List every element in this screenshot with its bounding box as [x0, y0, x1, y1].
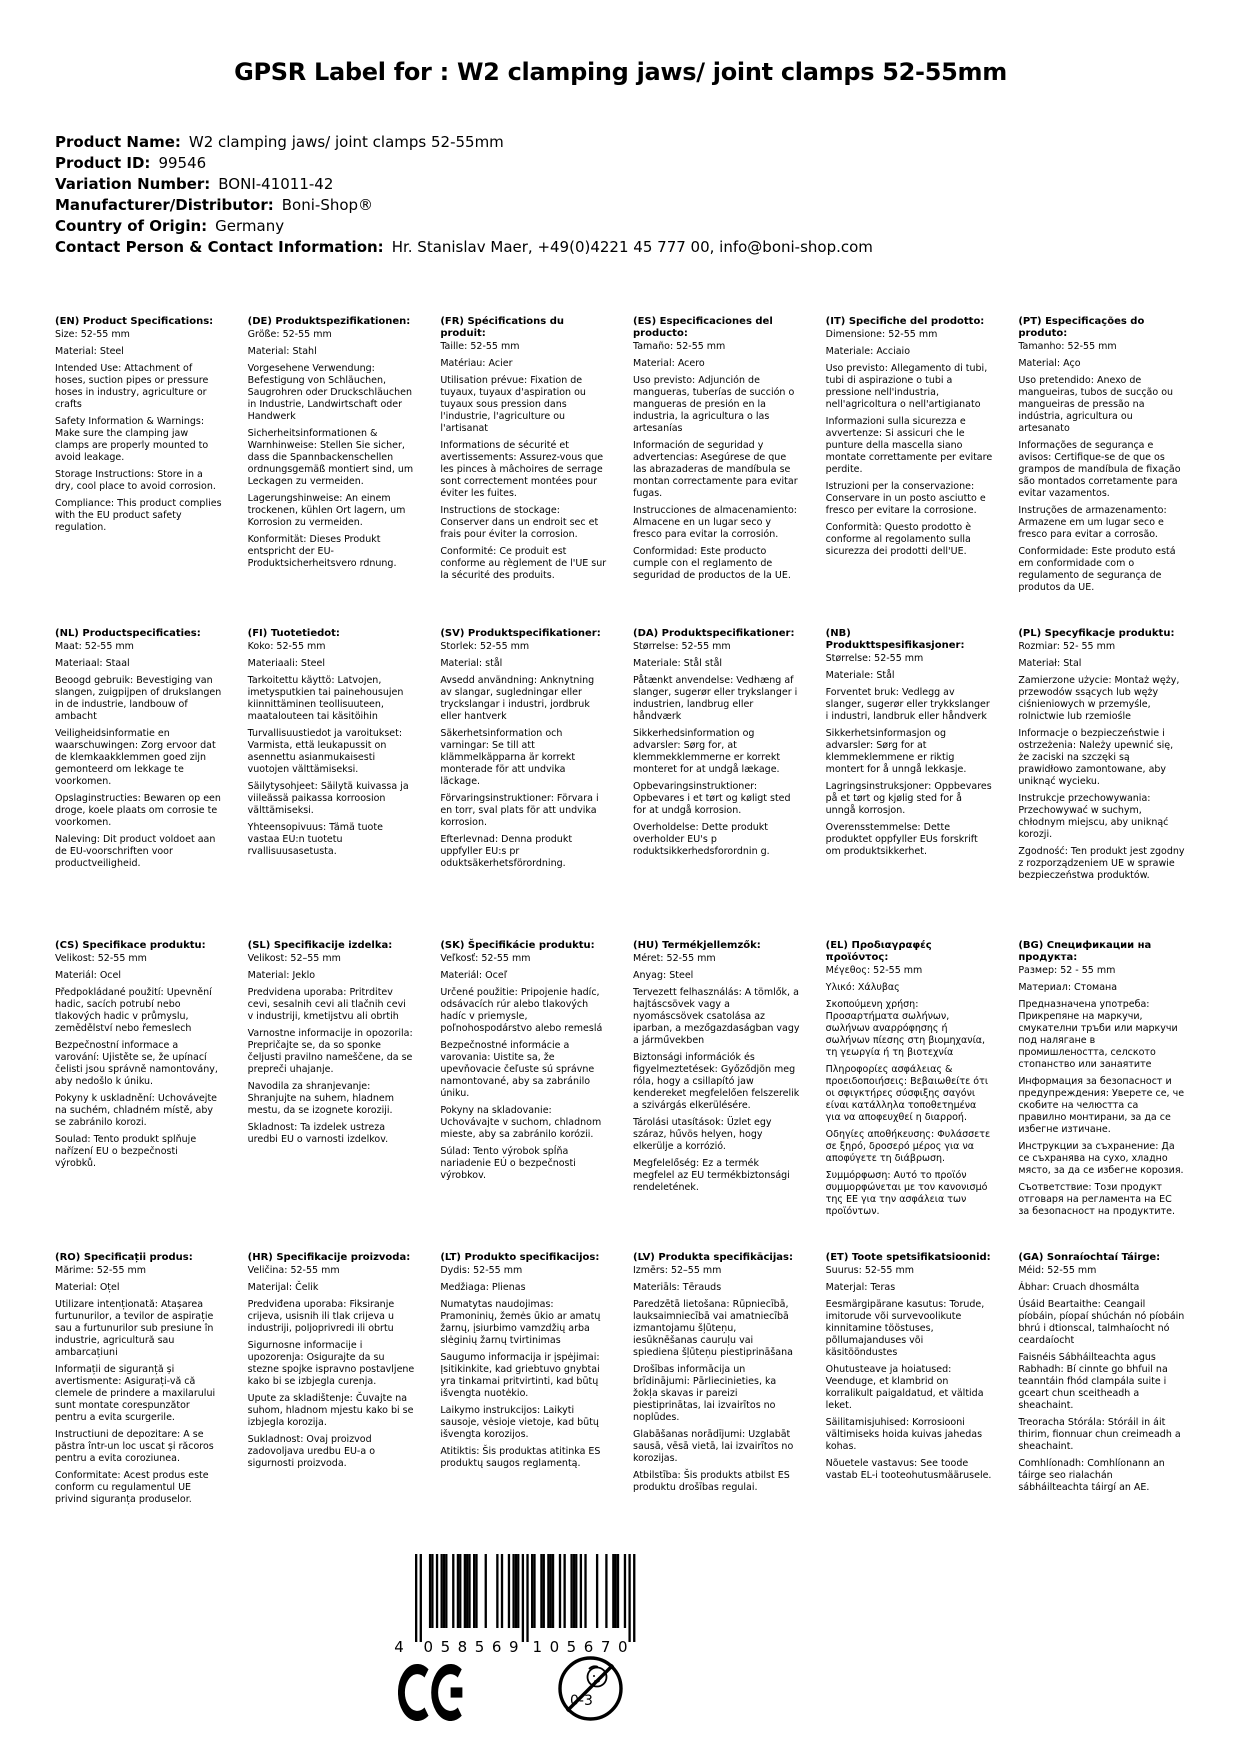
spec-line: Materiale: Acciaio [825, 346, 911, 357]
spec-line: Atitiktis: Šis produktas atitinka ES produktų saugos reglamentą. [440, 1446, 601, 1469]
spec-line: Koko: 52-55 mm [247, 641, 326, 652]
spec-line: Συμμόρφωση: Αυτό το προϊόν συμμορφώνεται με τον κανονισμό της ΕΕ για την ασφάλεια των προϊόντων. [825, 1170, 988, 1217]
spec-line: Compliance: This product complies with the EU product safety regulation. [55, 498, 222, 533]
spec-line: Suurus: 52-55 mm [825, 1265, 914, 1276]
spec-block-title: (SL) Specifikacije izdelka: [247, 940, 393, 951]
spec-block-title: (LT) Produkto specifikacijos: [440, 1252, 600, 1263]
spec-block-en [55, 316, 222, 628]
spec-block-es [633, 316, 800, 628]
spec-line: Úsáid Beartaithe: Ceangail píobáin, píopaí shúchán nó píobáin bhrú i dtionscal, talmhaíocht nó ceardaíocht [1018, 1299, 1185, 1346]
spec-block-title: (EN) Product Specifications: [55, 316, 214, 327]
spec-line: Påtænkt anvendelse: Vedhæng af slanger, sugerør eller trykslanger i industrien, landbrug eller håndværk [633, 675, 798, 722]
spec-line: Soulad: Tento produkt splňuje nařízení EU o bezpečnosti výrobků. [55, 1134, 197, 1169]
spec-block-title: (GA) Sonraíochtaí Táirge: [1018, 1252, 1161, 1263]
spec-line: Tamanho: 52-55 mm [1018, 341, 1117, 352]
spec-line: Material: Steel [55, 346, 124, 357]
spec-line: Material: Stahl [247, 346, 317, 357]
spec-line: Informacje o bezpieczeństwie i ostrzeżenia: Należy upewnić się, że zaciski na szczęki są prawidłowo zamontowane, aby uniknąć wycieku. [1018, 728, 1174, 787]
product-info-row [55, 153, 873, 174]
spec-line: Méid: 52-55 mm [1018, 1265, 1097, 1276]
spec-block-title: (EL) Προδιαγραφές προϊόντος: [825, 940, 932, 963]
product-info-label: Manufacturer/Distributor: [55, 196, 274, 214]
spec-line: Biztonsági információk és figyelmeztetések: Győződjön meg róla, hogy a csillapító jaw kendereket megfelelően felszerelik a szivárgás elkerülésére. [633, 1052, 800, 1111]
spec-block-bg [1018, 940, 1185, 1252]
spec-line: Uso previsto: Allegamento di tubi, tubi di aspirazione o tubi a pressione nell'industria, nell'agricoltura o nell'artigianato [825, 363, 988, 410]
spec-line: Materiaali: Steel [247, 658, 326, 669]
spec-line: Предназначена употреба: Прикрепяне на маркучи, смукателни тръби или маркучи под налягане в промишлеността, селското стопанство или занаятите [1018, 999, 1178, 1070]
product-info-row [55, 132, 873, 153]
product-info-value: 99546 [158, 154, 207, 172]
spec-line: Materiał: Stal [1018, 658, 1082, 669]
product-info-label: Variation Number: [55, 175, 211, 193]
spec-block-title: (SV) Produktspecifikationer: [440, 628, 601, 639]
spec-block-title: (IT) Specifiche del prodotto: [825, 316, 985, 327]
product-info [55, 132, 873, 258]
spec-line: Lagerungshinweise: An einem trockenen, kühlen Ort lagern, um Korrosion zu vermeiden. [247, 493, 406, 528]
spec-line: Säilytysohjeet: Säilytä kuivassa ja viileässä paikassa korroosion välttämiseksi. [247, 781, 409, 816]
spec-line: Materjal: Teras [825, 1282, 896, 1293]
spec-line: Maat: 52-55 mm [55, 641, 134, 652]
ce-mark-icon [398, 1664, 470, 1721]
page-title: GPSR Label for : W2 clamping jaws/ joint clamps 52-55mm [234, 58, 1007, 86]
spec-block-title: (DE) Produktspezifikationen: [247, 316, 411, 327]
spec-line: Pokyny k uskladnění: Uchovávejte na suchém, chladném místě, aby se zabránilo korozi. [55, 1093, 218, 1128]
spec-line: Sicherheitsinformationen & Warnhinweise: Stellen Sie sicher, dass die Spannbackenschellen ordnungsgemäß montiert sind, um Leckagen zu vermeiden. [247, 428, 414, 487]
spec-line: Tárolási utasítások: Üzlet egy száraz, hűvös helyen, hogy elkerülje a korrózió. [633, 1117, 772, 1152]
spec-line: Overholdelse: Dette produkt overholder EU's p roduktsikkerhedsforordnin g. [633, 822, 770, 857]
spec-block-ro [55, 1252, 222, 1564]
spec-block-fr [440, 316, 607, 628]
spec-line: Navodila za shranjevanje: Shranjujte na suhem, hladnem mestu, da se izognete koroziji. [247, 1081, 394, 1116]
spec-line: Bezpečnostní informace a varování: Ujistěte se, že upínací čelisti jsou správně namontovány, aby nedošlo k úniku. [55, 1040, 218, 1087]
spec-line: Velikost: 52–55 mm [247, 953, 341, 964]
spec-block-title: (NB) Produkttspesifikasjoner: [825, 628, 965, 651]
ean13-barcode [385, 1554, 647, 1656]
spec-block-sv [440, 628, 607, 940]
spec-line: Opbevaringsinstruktioner: Opbevares i et tørt og køligt sted for at undgå korrosion. [633, 781, 791, 816]
spec-grid [55, 316, 1185, 1564]
spec-block-lt [440, 1252, 607, 1564]
spec-line: Съответствие: Този продукт отговаря на регламента на ЕС за безопасност на продуктите. [1018, 1182, 1175, 1217]
spec-line: Instructions de stockage: Conserver dans un endroit sec et frais pour éviter la corrosion. [440, 505, 599, 540]
spec-line: Méret: 52-55 mm [633, 953, 716, 964]
spec-block-title: (LV) Produkta specifikācijas: [633, 1252, 793, 1263]
spec-block-title: (ET) Toote spetsifikatsioonid: [825, 1252, 991, 1263]
spec-block-el [826, 940, 993, 1252]
barcode-bars [415, 1554, 635, 1642]
spec-line: Размер: 52 - 55 mm [1018, 965, 1116, 976]
spec-line: Taille: 52-55 mm [440, 341, 520, 352]
spec-line: Faisnéis Sábháilteachta agus Rabhadh: Bí cinnte go bhfuil na teanntáin fhód clampála suite i gceart chun sceitheadh a sheachaint. [1018, 1352, 1168, 1411]
spec-line: Veľkosť: 52-55 mm [440, 953, 531, 964]
spec-line: Информация за безопасност и предупреждения: Уверете се, че скобите на челюстта са правилно монтирани, за да се избегне изтичане. [1018, 1076, 1185, 1135]
spec-block-title: (PT) Especificações do produto: [1018, 316, 1145, 339]
product-info-row [55, 174, 873, 195]
spec-line: Sikkerhedsinformation og advarsler: Sørg for, at klemmekklemmerne er korrekt monteret for at undgå lækage. [633, 728, 781, 775]
spec-line: Anyag: Steel [633, 970, 694, 981]
spec-line: Størrelse: 52-55 mm [825, 653, 924, 664]
spec-line: Naleving: Dit product voldoet aan de EU-voorschriften voor productveiligheid. [55, 834, 216, 869]
spec-block-et [826, 1252, 993, 1564]
spec-block-title: (DA) Produktspecifikationer: [633, 628, 795, 639]
spec-line: Turvallisuustiedot ja varoitukset: Varmista, että leukapussit on asennettu asianmukaisesti vuotojen välttämiseksi. [247, 728, 403, 775]
spec-line: Yhteensopivuus: Tämä tuote vastaa EU:n tuotetu rvallisuusasetusta. [247, 822, 383, 857]
spec-block-pl [1018, 628, 1185, 940]
product-info-label: Product Name: [55, 133, 181, 151]
spec-block-it [826, 316, 993, 628]
barcode-left-digits: 058569 [423, 1638, 519, 1656]
spec-line: Conformità: Questo prodotto è conforme al regolamento sulla sicurezza dei prodotti dell'UE. [825, 522, 972, 557]
spec-line: Medžiaga: Plienas [440, 1282, 526, 1293]
age-warning-text: 0-3 [570, 1693, 593, 1709]
spec-block-nb [826, 628, 993, 940]
spec-line: Size: 52-55 mm [55, 329, 130, 340]
spec-line: Material: Oțel [55, 1282, 120, 1293]
spec-line: Οδηγίες αποθήκευσης: Φυλάσσετε σε ξηρό, δροσερό μέρος για να αποφύγετε τη διάβρωση. [825, 1129, 991, 1164]
spec-line: Intended Use: Attachment of hoses, suction pipes or pressure hoses in industry, agriculture or crafts [55, 363, 209, 410]
spec-line: Istruzioni per la conservazione: Conservare in un posto asciutto e fresco per evitare la corrosione. [825, 481, 986, 516]
spec-block-title: (SK) Špecifikácie produktu: [440, 940, 595, 951]
spec-line: Velikost: 52-55 mm [55, 953, 147, 964]
spec-line: Uso pretendido: Anexo de mangueiras, tubos de sucção ou mangueiras de pressão na indústria, agricultura ou artesanato [1018, 375, 1174, 434]
spec-block-de [248, 316, 415, 628]
spec-block-title: (RO) Specificații produs: [55, 1252, 193, 1263]
spec-block-lv [633, 1252, 800, 1564]
spec-line: Mărime: 52-55 mm [55, 1265, 147, 1276]
spec-line: Glabāšanas norādījumi: Uzglabāt sausā, vēsā vietā, lai izvairītos no korozijas. [633, 1429, 794, 1464]
spec-line: Material: Jeklo [247, 970, 316, 981]
spec-line: Materiál: Ocel [55, 970, 121, 981]
spec-line: Información de seguridad y advertencias: Asegúrese de que las abrazaderas de mandíbula se montan correctamente para evitar fugas. [633, 440, 798, 499]
spec-line: Σκοπούμενη χρήση: Προσαρτήματα σωλήνων, σωλήνων αναρρόφησης ή σωλήνων πίεσης στη βιομηχανία, τη γεωργία ή τη βιοτεχνία [825, 999, 986, 1058]
spec-block-title: (ES) Especificaciones del producto: [633, 316, 773, 339]
product-info-label: Contact Person & Contact Information: [55, 238, 384, 256]
product-info-row [55, 237, 873, 258]
spec-line: Säkerhetsinformation och varningar: Se till att klämmelkäpparna är korrekt monterade för att undvika läckage. [440, 728, 576, 787]
spec-line: Πληροφορίες ασφάλειας & προειδοποιήσεις: Βεβαιωθείτε ότι οι σφιγκτήρες σύσφιξης σαγόνι είναι κατάλληλα τοποθετημένα για να αποφευχθεί η διαρροή. [825, 1064, 989, 1123]
spec-line: Saugumo informacija ir įspėjimai: Įsitikinkite, kad griebtuvo gnybtai yra tinkamai pritvirtinti, kad būtų išvengta nuotėkio. [440, 1352, 600, 1399]
age-warning-icon [556, 1654, 625, 1723]
spec-line: Veiligheidsinformatie en waarschuwingen: Zorg ervoor dat de klemkaakklemmen goed zijn gemonteerd om lekkage te voorkomen. [55, 728, 216, 787]
spec-line: Förvaringsinstruktioner: Förvara i en torr, sval plats för att undvika korrosion. [440, 793, 599, 828]
spec-line: Storlek: 52-55 mm [440, 641, 530, 652]
spec-line: Größe: 52-55 mm [247, 329, 332, 340]
spec-line: Megfelelőség: Ez a termék megfelel az EU termékbiztonsági rendeletének. [633, 1158, 790, 1193]
spec-block-fi [248, 628, 415, 940]
spec-line: Tervezett felhasználás: A tömlők, a hajtáscsövek vagy a nyomáscsövek csatolása az iparban, a mezőgazdaságban vagy a járművekben [633, 987, 800, 1046]
product-info-value: Germany [215, 217, 285, 235]
spec-block-title: (HR) Specifikacije proizvoda: [247, 1252, 411, 1263]
product-info-row [55, 195, 873, 216]
spec-line: Laikymo instrukcijos: Laikyti sausoje, vėsioje vietoje, kad būtų išvengta korozijos. [440, 1405, 599, 1440]
spec-line: Säilitamisjuhised: Korrosiooni vältimiseks hoida kuivas jahedas kohas. [825, 1417, 983, 1452]
spec-line: Efterlevnad: Denna produkt uppfyller EU:s pr oduktsäkerhetsförordning. [440, 834, 573, 869]
spec-line: Storage Instructions: Store in a dry, cool place to avoid corrosion. [55, 469, 216, 492]
spec-block-title: (FR) Spécifications du produit: [440, 316, 564, 339]
barcode-right-digits: 105670 [532, 1638, 628, 1656]
spec-line: Instructiuni de depozitare: A se păstra într-un loc uscat și răcoros pentru a evita coroziunea. [55, 1429, 214, 1464]
spec-line: Varnostne informacije in opozorila: Prepričajte se, da so sponke čeljusti pravilno nameščene, da se prepreči uhajanje. [247, 1028, 413, 1075]
spec-block-title: (HU) Termékjellemzők: [633, 940, 761, 951]
spec-line: Konformität: Dieses Produkt entspricht der EU-Produktsicherheitsvero rdnung. [247, 534, 397, 569]
product-info-value: W2 clamping jaws/ joint clamps 52-55mm [188, 133, 504, 151]
spec-line: Tarkoitettu käyttö: Latvojen, imetysputkien tai painehousujen kiinnittäminen teollisuuteen, maatalouteen tai käsitöihin [247, 675, 404, 722]
spec-line: Overensstemmelse: Dette produktet oppfyller EUs forskrift om produktsikkerhet. [825, 822, 978, 857]
spec-line: Инструкции за съхранение: Да се съхранява на сухо, хладно място, за да се избегне корозия. [1018, 1141, 1184, 1176]
spec-line: Utilisation prévue: Fixation de tuyaux, tuyaux d'aspiration ou tuyaux sous pression dans l'industrie, l'agriculture ou l'artisanat [440, 375, 586, 434]
spec-line: Material: stål [440, 658, 503, 669]
product-info-label: Product ID: [55, 154, 151, 172]
spec-block-sk [440, 940, 607, 1252]
spec-line: Comhlíonadh: Comhlíonann an táirge seo rialachán sábháilteachta táirgí an AE. [1018, 1458, 1165, 1493]
spec-block-title: (NL) Productspecificaties: [55, 628, 201, 639]
spec-line: Informations de sécurité et avertissements: Assurez-vous que les pinces à mâchoires de serrage sont correctement montées pour éviter les fuites. [440, 440, 604, 499]
spec-line: Conformité: Ce produit est conforme au règlement de l'UE sur la sécurité des produits. [440, 546, 607, 581]
spec-line: Μέγεθος: 52-55 mm [825, 965, 923, 976]
spec-line: Instrucciones de almacenamiento: Almacene en un lugar seco y fresco para evitar la corrosión. [633, 505, 797, 540]
spec-line: Material: Acero [633, 358, 705, 369]
spec-line: Treoracha Stórála: Stóráil in áit thirim, fionnuar chun creimeadh a sheachaint. [1018, 1417, 1181, 1452]
spec-line: Predvidena uporaba: Pritrditev cevi, sesalnih cevi ali tlačnih cevi v industriji, kmetijstvu ali obrtih [247, 987, 406, 1022]
spec-line: Atbilstība: Šis produkts atbilst ES produktu drošības regulai. [633, 1470, 790, 1493]
spec-line: Vorgesehene Verwendung: Befestigung von Schläuchen, Saugrohren oder Druckschläuchen in Industrie, Landwirtschaft oder Handwerk [247, 363, 413, 422]
spec-line: Materiale: Stål [825, 670, 895, 681]
spec-line: Informazioni sulla sicurezza e avvertenze: Si assicuri che le punture della mascella siano montate correttamente per evitare perdite. [825, 416, 993, 475]
spec-block-ga [1018, 1252, 1185, 1564]
spec-line: Conformidade: Este produto está em conformidade com o regulamento de segurança de produtos da UE. [1018, 546, 1176, 593]
spec-line: Υλικό: Χάλυβας [825, 982, 900, 993]
spec-line: Dydis: 52-55 mm [440, 1265, 523, 1276]
spec-line: Instruções de armazenamento: Armazene em um lugar seco e fresco para evitar a corrosão. [1018, 505, 1167, 540]
spec-line: Sigurnosne informacije i upozorenja: Osigurajte da su stezne spojke ispravno postavljene kako bi se izbjegla curenja. [247, 1340, 415, 1387]
spec-line: Informações de segurança e avisos: Certifique-se de que os grampos de mandíbula de fixação são montados corretamente para evitar vazamentos. [1018, 440, 1181, 499]
spec-line: Material: Aço [1018, 358, 1081, 369]
spec-line: Numatytas naudojimas: Pramoninių, žemės ūkio ar amatų žarnų, įsiurbimo vamzdžių arba slėginių žarnų tvirtinimas [440, 1299, 601, 1346]
spec-block-title: (BG) Спецификации на продукта: [1018, 940, 1152, 963]
spec-line: Avsedd användning: Anknytning av slangar, sugledningar eller tryckslangar i industri, jordbruk eller hantverk [440, 675, 595, 722]
spec-line: Størrelse: 52-55 mm [633, 641, 731, 652]
spec-line: Safety Information & Warnings: Make sure the clamping jaw clamps are properly mounted to avoid leakage. [55, 416, 209, 463]
spec-line: Izmērs: 52–55 mm [633, 1265, 722, 1276]
spec-line: Informații de siguranță și avertismente: Asigurați-vă că clemele de prindere a maxilarului sunt montate corespunzător pentru a evita scurgerile. [55, 1364, 216, 1423]
spec-line: Určené použitie: Pripojenie hadíc, odsávacích rúr alebo tlakových hadíc v priemysle, poľnohospodárstvo alebo remeslá [440, 987, 603, 1034]
spec-line: Beoogd gebruik: Bevestiging van slangen, zuigpijpen of drukslangen in de industrie, landbouw of ambacht [55, 675, 222, 722]
barcode-lead-digit: 4 [394, 1638, 404, 1656]
spec-block-hr [248, 1252, 415, 1564]
spec-block-hu [633, 940, 800, 1252]
spec-line: Predviđena uporaba: Fiksiranje crijeva, usisnih ili tlak crijeva u industriji, poljoprivredi ili obrtu [247, 1299, 395, 1334]
spec-line: Instrukcje przechowywania: Przechowywać w suchym, chłodnym miejscu, aby uniknąć korozji. [1018, 793, 1169, 840]
spec-line: Conformitate: Acest produs este conform cu regulamentul UE privind siguranța produselor. [55, 1470, 209, 1505]
spec-line: Uso previsto: Adjunción de mangueras, tuberías de succión o mangueras de presión en la industria, la agricultura o las artesanías [633, 375, 795, 434]
product-info-value: Boni-Shop® [281, 196, 374, 214]
spec-block-title: (PL) Specyfikacje produktu: [1018, 628, 1175, 639]
spec-line: Materijal: Čelik [247, 1282, 319, 1293]
spec-block-da [633, 628, 800, 940]
spec-line: Utilizare intenționată: Atașarea furtunurilor, a tevilor de aspirație sau a furtunurilor sub presiune în industrie, agricultură sau ambarcațiuni [55, 1299, 214, 1358]
spec-line: Skladnost: Ta izdelek ustreza uredbi EU o varnosti izdelkov. [247, 1122, 389, 1145]
spec-line: Materiāls: Tērauds [633, 1282, 722, 1293]
spec-line: Sukladnost: Ovaj proizvod zadovoljava uredbu EU-a o sigurnosti proizvoda. [247, 1434, 376, 1469]
spec-block-sl [248, 940, 415, 1252]
product-info-label: Country of Origin: [55, 217, 208, 235]
spec-line: Материал: Стомана [1018, 982, 1118, 993]
spec-block-cs [55, 940, 222, 1252]
spec-line: Drošības informācija un brīdinājumi: Pārliecinieties, ka žokļa skavas ir pareizi piestiprinātas, lai izvairītos no noplūdes. [633, 1364, 777, 1423]
spec-line: Paredzētā lietošana: Rūpniecībā, lauksaimniecībā vai amatniecībā izmantojamu šļūteņu, iesūknēšanas cauruļu vai spiediena šļūteņu piestiprināšana [633, 1299, 793, 1358]
spec-block-title: (CS) Specifikace produktu: [55, 940, 206, 951]
spec-line: Sikkerhetsinformasjon og advarsler: Sørg for at klemmeklemmene er riktig montert for å unngå lekkasje. [825, 728, 967, 775]
spec-line: Dimensione: 52-55 mm [825, 329, 938, 340]
spec-line: Upute za skladištenje: Čuvajte na suhom, hladnom mjestu kako bi se izbjegla korozija. [247, 1393, 414, 1428]
spec-line: Veličina: 52-55 mm [247, 1265, 340, 1276]
spec-line: Forventet bruk: Vedlegg av slanger, sugerør eller trykkslanger i industri, landbruk eller håndverk [825, 687, 990, 722]
spec-line: Zgodność: Ten produkt jest zgodny z rozporządzeniem UE w sprawie bezpieczeństwa produktów. [1018, 846, 1185, 881]
spec-block-nl [55, 628, 222, 940]
spec-block-title: (FI) Tuotetiedot: [247, 628, 340, 639]
spec-line: Eesmärgipärane kasutus: Torude, imitorude või survevoolikute kinnitamine tööstuses, põllumajanduses või käsitööndustes [825, 1299, 985, 1358]
spec-block-pt [1018, 316, 1185, 628]
spec-line: Matériau: Acier [440, 358, 513, 369]
spec-line: Pokyny na skladovanie: Uchovávajte v suchom, chladnom mieste, aby sa zabránilo korózii. [440, 1105, 602, 1140]
spec-line: Zamierzone użycie: Montaż węży, przewodów ssących lub węży ciśnieniowych w przemyśle, rolnictwie lub rzemiośle [1018, 675, 1180, 722]
spec-line: Materiál: Oceľ [440, 970, 508, 981]
product-info-row [55, 216, 873, 237]
spec-line: Ábhar: Cruach dhosmálta [1018, 1282, 1140, 1293]
spec-line: Nõuetele vastavus: See toode vastab EL-i tooteohutusmäärusele. [825, 1458, 992, 1481]
spec-line: Ohutusteave ja hoiatused: Veenduge, et klambrid on korralikult paigaldatud, et vältida leket. [825, 1364, 984, 1411]
spec-line: Tamaño: 52-55 mm [633, 341, 726, 352]
spec-line: Súlad: Tento výrobok spĺňa nariadenie EÚ o bezpečnosti výrobkov. [440, 1146, 576, 1181]
product-info-value: Hr. Stanislav Maer, +49(0)4221 45 777 00, info@boni-shop.com [391, 238, 873, 256]
spec-line: Opslaginstructies: Bewaren op een droge, koele plaats om corrosie te voorkomen. [55, 793, 221, 828]
spec-line: Conformidad: Este producto cumple con el reglamento de seguridad de productos de la UE. [633, 546, 791, 581]
spec-line: Předpokládané použití: Upevnění hadic, sacích potrubí nebo tlakových hadic v průmyslu, zemědělství nebo řemeslech [55, 987, 212, 1034]
spec-line: Materiaal: Staal [55, 658, 130, 669]
spec-line: Bezpečnostné informácie a varovania: Uistite sa, že upevňovacie čeľuste sú správne namontované, aby sa zabránilo úniku. [440, 1040, 595, 1099]
spec-line: Materiale: Stål stål [633, 658, 723, 669]
product-info-value: BONI-41011-42 [218, 175, 334, 193]
spec-line: Rozmiar: 52- 55 mm [1018, 641, 1116, 652]
spec-line: Lagringsinstruksjoner: Oppbevares på et tørt og kjølig sted for å unngå korrosjon. [825, 781, 992, 816]
